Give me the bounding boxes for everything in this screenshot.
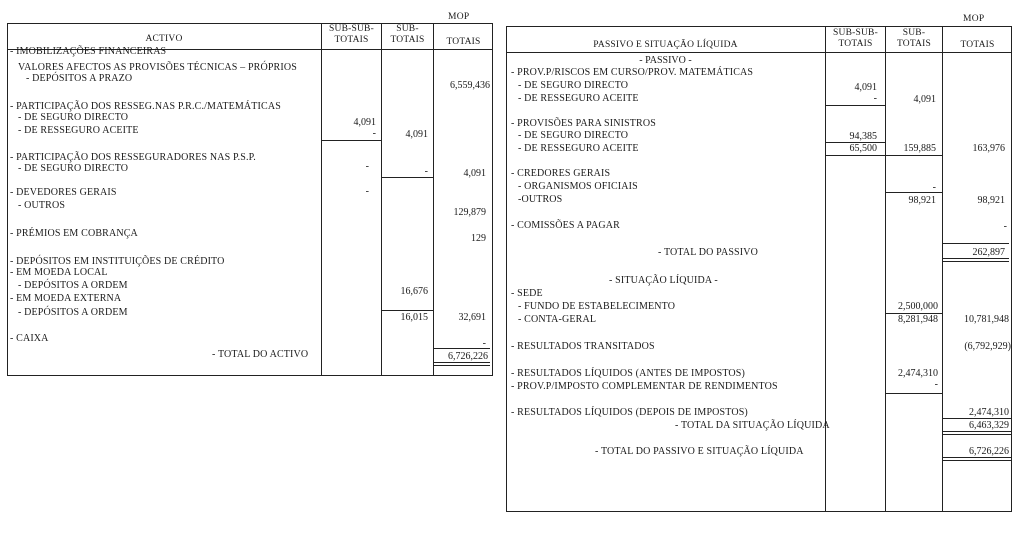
passivo-rule-sinistros-ssub	[826, 142, 885, 143]
activo-value-moeda-externa-sub: 16,015	[400, 312, 428, 323]
passivo-line-passivo-heading: - PASSIVO -	[639, 55, 692, 66]
passivo-line-comissoes: - COMISSÕES A PAGAR	[511, 220, 620, 231]
passivo-line-prov-seguro-directo: - DE SEGURO DIRECTO	[518, 80, 629, 91]
passivo-line-total-situacao: - TOTAL DA SITUAÇÃO LÍQUIDA	[675, 420, 830, 431]
activo-line-psp-seguro-directo: - DE SEGURO DIRECTO	[18, 163, 129, 174]
activo-value-caixa-total: -	[482, 338, 486, 349]
passivo-value-total-passivo-situacao: 6,726,226	[969, 446, 1009, 457]
activo-col-divider-1	[321, 23, 322, 376]
activo-value-moeda-local-sub: 16,676	[400, 286, 428, 297]
activo-line-premios: - PRÉMIOS EM COBRANÇA	[10, 228, 138, 239]
passivo-line-conta-geral: - CONTA-GERAL	[518, 314, 597, 325]
activo-line-outros: - OUTROS	[18, 200, 66, 211]
activo-value-resseguro-aceite-sub: 4,091	[405, 129, 428, 140]
activo-line-devedores-gerais: - DEVEDORES GERAIS	[10, 187, 117, 198]
passivo-rule-fundo	[886, 313, 942, 314]
passivo-line-credores-gerais: - CREDORES GERAIS	[511, 168, 611, 179]
activo-line-moeda-externa: - EM MOEDA EXTERNA	[10, 293, 122, 304]
activo-line-depositos-ordem-externa: - DEPÓSITOS A ORDEM	[18, 307, 128, 318]
activo-line-seguro-directo: - DE SEGURO DIRECTO	[18, 112, 129, 123]
activo-double-rule-total	[434, 362, 490, 366]
passivo-header-rule	[506, 52, 1012, 53]
passivo-line-situacao-heading: - SITUAÇÃO LÍQUIDA -	[609, 275, 718, 286]
activo-header-label: ACTIVO	[145, 34, 183, 44]
activo-value-resseguro-aceite-ssub: -	[372, 128, 376, 139]
passivo-line-sede: - SEDE	[511, 288, 543, 299]
passivo-value-resultados-antes-sub: 2,474,310	[898, 368, 938, 379]
passivo-value-comissoes-total: -	[1003, 221, 1007, 232]
passivo-line-prov-riscos: - PROV.P/RISCOS EM CURSO/PROV. MATEMÁTICAS	[511, 67, 754, 78]
passivo-line-resultados-transitados: - RESULTADOS TRANSITADOS	[511, 341, 655, 352]
activo-line-depositos-ordem-local: - DEPÓSITOS A ORDEM	[18, 280, 128, 291]
passivo-rule-outros	[886, 192, 942, 193]
passivo-line-prov-imposto: - PROV.P/IMPOSTO COMPLEMENTAR DE RENDIMENTOS	[511, 381, 778, 392]
passivo-value-prov-resseguro-ssub: -	[873, 93, 877, 104]
passivo-value-prov-resseguro-sub: 4,091	[913, 94, 936, 105]
passivo-rule-sinistros-sub	[826, 155, 942, 156]
activo-line-depositos-instituicoes: - DEPÓSITOS EM INSTITUIÇÕES DE CRÉDITO	[10, 256, 225, 267]
activo-value-psp-sub: -	[424, 166, 428, 177]
activo-value-seguro-directo: 4,091	[353, 117, 376, 128]
passivo-line-provisoes-sinistros: - PROVISÕES PARA SINISTROS	[511, 118, 656, 129]
passivo-line-organismos-oficiais: - ORGANISMOS OFICIAIS	[518, 181, 638, 192]
activo-currency-label: MOP	[448, 12, 470, 22]
activo-rule-moeda-externa	[382, 310, 433, 311]
passivo-value-fundo-sub: 2,500,000	[898, 301, 938, 312]
passivo-value-prov-imposto-sub: -	[934, 379, 938, 390]
activo-line-imobilizacoes: - IMOBILIZAÇÕES FINANCEIRAS	[10, 46, 167, 57]
passivo-line-outros: -OUTROS	[518, 194, 563, 205]
passivo-value-conta-geral-total: 10,781,948	[964, 314, 1009, 325]
activo-rule-psp	[382, 177, 433, 178]
passivo-value-outros-total: 98,921	[977, 195, 1005, 206]
activo-value-outros-total: 129,879	[453, 207, 486, 218]
passivo-rule-comissoes	[943, 243, 1009, 244]
passivo-rule-prov-imposto	[886, 393, 942, 394]
passivo-line-total-passivo-situacao: - TOTAL DO PASSIVO E SITUAÇÃO LÍQUIDA	[595, 446, 804, 457]
activo-line-resseguro-aceite: - DE RESSEGURO ACEITE	[18, 125, 139, 136]
activo-line-moeda-local: - EM MOEDA LOCAL	[10, 267, 108, 278]
activo-line-valores-afectos: VALORES AFECTOS AS PROVISÕES TÉCNICAS – PRÓPRIOS	[18, 62, 297, 73]
passivo-line-fundo-estabelecimento: - FUNDO DE ESTABELECIMENTO	[518, 301, 676, 312]
activo-value-psp-total: 4,091	[463, 168, 486, 179]
passivo-col-divider-3	[942, 26, 943, 512]
activo-value-psp-ssub: -	[365, 161, 369, 172]
activo-line-participacao-resseg: - PARTICIPAÇÃO DOS RESSEG.NAS P.R.C./MATEMÁTICAS	[10, 101, 281, 112]
passivo-value-organismos-sub: -	[932, 182, 936, 193]
activo-value-premios-total: 129	[471, 233, 486, 244]
activo-rule-resseg	[322, 140, 381, 141]
activo-header-sub-sub-totais: SUB-SUB- TOTAIS	[329, 24, 374, 45]
activo-line-total-activo: - TOTAL DO ACTIVO	[212, 349, 309, 360]
passivo-line-sinistros-resseguro-aceite: - DE RESSEGURO ACEITE	[518, 143, 639, 154]
activo-rule-caixa	[434, 348, 490, 349]
passivo-value-sinistros-resseguro-ssub: 65,500	[849, 143, 877, 154]
activo-line-participacao-psp: - PARTICIPAÇÃO DOS RESSEGURADORES NAS P.S.P.	[10, 152, 256, 163]
passivo-value-total-passivo: 262,897	[972, 247, 1005, 258]
activo-line-caixa: - CAIXA	[10, 333, 49, 344]
passivo-currency-label: MOP	[963, 14, 985, 24]
passivo-value-outros-sub: 98,921	[908, 195, 936, 206]
passivo-double-rule-grand-total	[943, 457, 1011, 461]
passivo-line-resultados-depois: - RESULTADOS LÍQUIDOS (DEPOIS DE IMPOSTOS)	[511, 407, 748, 418]
activo-value-total-activo: 6,726,226	[448, 351, 488, 362]
passivo-line-prov-resseguro-aceite: - DE RESSEGURO ACEITE	[518, 93, 639, 104]
passivo-header-sub-sub-totais: SUB-SUB- TOTAIS	[833, 28, 878, 49]
passivo-value-resultados-depois-total: 2,474,310	[969, 407, 1009, 418]
passivo-value-sinistros-total: 163,976	[972, 143, 1005, 154]
passivo-header-totais: TOTAIS	[960, 40, 995, 50]
passivo-value-sinistros-resseguro-sub: 159,885	[903, 143, 936, 154]
activo-value-depositos-total: 32,691	[458, 312, 486, 323]
passivo-value-prov-seguro-directo: 4,091	[854, 82, 877, 93]
passivo-double-rule-total-situacao	[943, 431, 1011, 435]
activo-value-depositos-prazo: 6,559,436	[450, 80, 490, 91]
passivo-header-label: PASSIVO E SITUAÇÃO LÍQUIDA	[593, 40, 738, 50]
passivo-value-resultados-transitados: (6,792,929)	[964, 341, 1011, 352]
passivo-double-rule-total-passivo	[943, 258, 1009, 262]
passivo-rule-prov	[826, 105, 885, 106]
passivo-value-total-situacao: 6,463,329	[969, 420, 1009, 431]
passivo-line-sinistros-seguro-directo: - DE SEGURO DIRECTO	[518, 130, 629, 141]
passivo-value-conta-geral-sub: 8,281,948	[898, 314, 938, 325]
activo-header-sub-totais: SUB- TOTAIS	[390, 24, 425, 45]
activo-header-totais: TOTAIS	[446, 37, 481, 47]
passivo-line-total-passivo: - TOTAL DO PASSIVO	[658, 247, 758, 258]
passivo-line-resultados-antes: - RESULTADOS LÍQUIDOS (ANTES DE IMPOSTOS)	[511, 368, 745, 379]
activo-line-depositos-prazo: - DEPÓSITOS A PRAZO	[26, 73, 133, 84]
activo-value-devedores-ssub: -	[365, 186, 369, 197]
passivo-header-sub-totais: SUB- TOTAIS	[896, 28, 932, 49]
passivo-rule-resultados-depois	[943, 418, 1011, 419]
passivo-value-sinistros-seguro-directo: 94,385	[849, 131, 877, 142]
